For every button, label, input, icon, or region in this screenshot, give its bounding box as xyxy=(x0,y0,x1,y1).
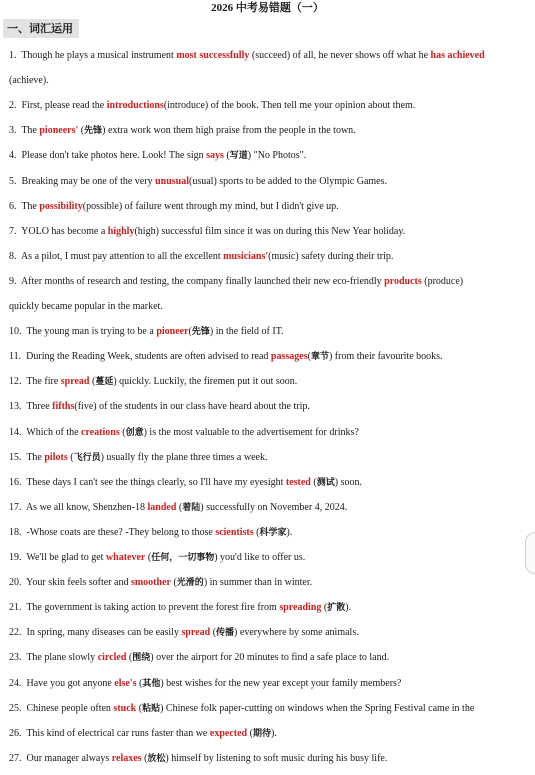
answer-word: smoother xyxy=(130,577,171,588)
exercise-item xyxy=(9,526,292,540)
answer-word: expected xyxy=(209,728,248,739)
sentence-text: The young man is trying to be a xyxy=(26,326,157,337)
sentence-text: In spring, many diseases can be easily xyxy=(26,627,182,638)
sentence-text: ) usually fly the plane three times a week. xyxy=(100,452,268,463)
sentence-text: ) is the most valuable to the advertisement for drinks? xyxy=(143,427,359,438)
sentence-text: quickly became popular in the market. xyxy=(9,301,163,312)
answer-word: creations xyxy=(81,427,120,438)
chinese-hint: 先锋 xyxy=(84,126,103,136)
sentence-text: ) best wishes for the new year except your family members? xyxy=(160,678,402,689)
item-number: 21. xyxy=(9,602,27,613)
chinese-hint: 放松 xyxy=(147,754,166,764)
document-title: 2026 中考易错题（一） xyxy=(211,2,324,14)
sentence-text: ( xyxy=(307,351,311,362)
sentence-text: ). xyxy=(345,602,352,613)
item-number: 15. xyxy=(9,452,27,463)
chinese-hint: 粘贴 xyxy=(142,704,161,714)
sentence-text: As a pilot, I must pay attention to all the excellent xyxy=(20,251,224,262)
sentence-text: During the Reading Week, students are often advised to read xyxy=(26,351,271,362)
exercise-item xyxy=(9,551,305,565)
sentence-text: The government is taking action to prevent the forest fire from xyxy=(26,602,280,613)
sentence-text: Three xyxy=(26,401,53,412)
exercise-item xyxy=(9,576,312,590)
chinese-hint: 写道 xyxy=(229,151,248,161)
exercise-item xyxy=(9,727,277,741)
answer-word: says xyxy=(206,150,224,161)
chinese-hint: 飞行员 xyxy=(73,453,101,463)
exercise-item xyxy=(9,200,339,214)
chinese-hint: 光滑的 xyxy=(176,578,204,588)
answer-word: spreading xyxy=(279,602,322,613)
chinese-hint: 期待 xyxy=(252,729,271,739)
exercise-item xyxy=(9,350,443,364)
chinese-hint: 创意 xyxy=(125,428,144,438)
sentence-text: ( xyxy=(78,125,85,136)
item-number: 22. xyxy=(9,627,27,638)
sentence-text: After months of research and testing, the company finally launched their new eco-friendly xyxy=(20,276,385,287)
answer-word: circled xyxy=(97,652,127,663)
exercise-item xyxy=(9,702,474,716)
answer-word: introductions xyxy=(106,100,164,111)
item-number: 7. xyxy=(9,226,22,237)
answer-word: passages xyxy=(270,351,308,362)
answer-word: has achieved xyxy=(430,50,485,61)
sentence-text: Chinese people often xyxy=(26,703,114,714)
item-number: 23. xyxy=(9,652,27,663)
chinese-hint: 着陆 xyxy=(182,503,201,513)
exercise-item xyxy=(9,49,485,63)
sentence-text: The xyxy=(21,201,40,212)
item-number: 12. xyxy=(9,376,27,387)
item-number: 10. xyxy=(9,326,27,337)
sentence-text: (produce) xyxy=(421,276,464,287)
exercise-item xyxy=(9,651,389,665)
sentence-text: As we all know, Shenzhen-18 xyxy=(25,502,148,513)
sentence-text: ) Chinese folk paper-cutting on windows when the Spring Festival came in the xyxy=(160,703,475,714)
chinese-hint: 扩散 xyxy=(327,603,346,613)
exercise-item xyxy=(9,451,267,465)
sentence-text: Your skin feels softer and xyxy=(26,577,131,588)
item-number: 1. xyxy=(9,50,22,61)
chinese-hint: 传播 xyxy=(216,628,235,638)
sentence-text: This kind of electrical car runs faster than we xyxy=(26,728,210,739)
sentence-text: (possible) of failure went through my mind, but I didn't give up. xyxy=(82,201,339,212)
answer-word: landed xyxy=(147,502,177,513)
answer-word: pioneers' xyxy=(39,125,79,136)
answer-word: pioneer xyxy=(156,326,189,337)
sentence-text: Have you got anyone xyxy=(26,678,115,689)
sentence-text: These days I can't see the things clearly, so I'll have my eyesight xyxy=(26,477,286,488)
sentence-text: (usual) sports to be added to the Olympic Games. xyxy=(189,176,388,187)
item-number: 2. xyxy=(9,100,22,111)
sentence-text: ) quickly. Luckily, the firemen put it out soon. xyxy=(113,376,298,387)
item-number: 24. xyxy=(9,678,27,689)
answer-word: unusual xyxy=(155,176,189,187)
exercise-item xyxy=(9,124,356,138)
item-number: 17. xyxy=(9,502,26,513)
chinese-hint: 科学家 xyxy=(259,528,287,538)
sentence-text: ( xyxy=(119,427,126,438)
sentence-text: ) in the field of IT. xyxy=(209,326,284,337)
sentence-text: We'll be glad to get xyxy=(26,552,106,563)
chinese-hint: 测试 xyxy=(316,478,335,488)
exercise-item xyxy=(9,99,415,113)
sentence-text: ( xyxy=(126,652,133,663)
answer-word: possibility xyxy=(39,201,83,212)
sentence-text: (five) of the students in our class have heard about the trip. xyxy=(74,401,310,412)
sentence-text: ( xyxy=(145,552,152,563)
answer-word: scientists xyxy=(215,527,254,538)
chinese-hint: 先锋 xyxy=(191,327,210,337)
sentence-text: ( xyxy=(310,477,317,488)
exercise-item xyxy=(9,225,405,239)
sentence-text: ) in summer than in winter. xyxy=(203,577,313,588)
answer-word: stuck xyxy=(113,703,137,714)
item-number: 8. xyxy=(9,251,21,262)
sentence-text: The xyxy=(21,125,40,136)
exercise-item xyxy=(9,476,362,490)
exercise-item xyxy=(9,601,351,615)
item-number: 16. xyxy=(9,477,27,488)
answer-word: pilots xyxy=(44,452,68,463)
sentence-text: ( xyxy=(170,577,177,588)
answer-word: products xyxy=(384,276,422,287)
exercise-item xyxy=(9,752,387,766)
sentence-text: ( xyxy=(89,376,96,387)
sentence-text: Our manager always xyxy=(26,753,112,764)
sentence-text: ( xyxy=(321,602,328,613)
sentence-text: ( xyxy=(136,703,143,714)
exercise-item-continued xyxy=(9,74,49,88)
sentence-text: The xyxy=(26,452,45,463)
item-number: 9. xyxy=(9,276,21,287)
answer-word: whatever xyxy=(105,552,146,563)
sentence-text: (succeed) of all, he never shows off what he xyxy=(249,50,431,61)
sentence-text: The plane slowly xyxy=(26,652,98,663)
item-number: 25. xyxy=(9,703,27,714)
sentence-text: Please don't take photos here. Look! The sign xyxy=(21,150,207,161)
sentence-text: ( xyxy=(176,502,183,513)
chinese-hint: 其他 xyxy=(142,679,161,689)
item-number: 5. xyxy=(9,176,22,187)
exercise-item xyxy=(9,400,310,414)
sentence-text: ) extra work won them high praise from the people in the town. xyxy=(102,125,356,136)
sentence-text: (music) safety during their trip. xyxy=(268,251,394,262)
exercise-item xyxy=(9,375,297,389)
sentence-text: ( xyxy=(253,527,260,538)
sentence-text: ( xyxy=(67,452,74,463)
sentence-text: ) you'd like to offer us. xyxy=(214,552,306,563)
answer-word: fifths xyxy=(52,401,75,412)
answer-word: tested xyxy=(285,477,311,488)
section-heading: 一、词汇运用 xyxy=(3,19,79,38)
sentence-text: First, please read the xyxy=(21,100,107,111)
answer-word: highly xyxy=(107,226,135,237)
sentence-text: -Whose coats are these? -They belong to those xyxy=(26,527,216,538)
exercise-item xyxy=(9,501,347,515)
exercise-item xyxy=(9,677,401,691)
item-number: 18. xyxy=(9,527,27,538)
answer-word: spread xyxy=(181,627,211,638)
item-number: 6. xyxy=(9,201,22,212)
sentence-text: ) soon. xyxy=(334,477,362,488)
exercise-item xyxy=(9,175,387,189)
exercise-item-continued xyxy=(9,300,163,314)
sentence-text: The fire xyxy=(26,376,61,387)
exercise-item xyxy=(9,325,284,339)
answer-word: else's xyxy=(114,678,137,689)
chinese-hint: 蔓延 xyxy=(95,377,114,387)
sentence-text: ( xyxy=(188,326,192,337)
answer-word: spread xyxy=(60,376,90,387)
item-number: 14. xyxy=(9,427,27,438)
side-scroll-tab[interactable] xyxy=(525,532,535,574)
sentence-text: ) successfully on November 4, 2024. xyxy=(200,502,348,513)
item-number: 27. xyxy=(9,753,27,764)
sentence-text: ). xyxy=(286,527,293,538)
sentence-text: (introduce) of the book. Then tell me your opinion about them. xyxy=(163,100,416,111)
item-number: 3. xyxy=(9,125,22,136)
sentence-text: ) from their favourite books. xyxy=(328,351,443,362)
exercise-item xyxy=(9,250,393,264)
item-number: 26. xyxy=(9,728,27,739)
sentence-text: (achieve). xyxy=(9,75,49,86)
item-number: 4. xyxy=(9,150,22,161)
item-number: 19. xyxy=(9,552,27,563)
sentence-text: Though he plays a musical instrument xyxy=(21,50,177,61)
sentence-text: ) everywhere by some animals. xyxy=(234,627,359,638)
answer-word: relaxes xyxy=(111,753,142,764)
item-number: 13. xyxy=(9,401,27,412)
exercise-item xyxy=(9,149,306,163)
sentence-text: ( xyxy=(141,753,148,764)
sentence-text: ( xyxy=(223,150,230,161)
answer-word: most successfully xyxy=(176,50,250,61)
chinese-hint: 围绕 xyxy=(132,653,151,663)
exercise-item xyxy=(9,426,359,440)
sentence-text: Breaking may be one of the very xyxy=(21,176,156,187)
sentence-text: YOLO has become a xyxy=(21,226,108,237)
sentence-text: ) "No Photos". xyxy=(247,150,307,161)
answer-word: musicians' xyxy=(223,251,269,262)
sentence-text: ( xyxy=(210,627,217,638)
sentence-text: ( xyxy=(247,728,253,739)
sentence-text: Which of the xyxy=(26,427,82,438)
sentence-text: (high) successful film since it was on during this New Year holiday. xyxy=(134,226,406,237)
exercise-item xyxy=(9,275,463,289)
sentence-text: ) himself by listening to soft music during his busy life. xyxy=(165,753,388,764)
sentence-text: ( xyxy=(136,678,143,689)
chinese-hint: 任何，一切事物 xyxy=(151,553,215,563)
sentence-text: ) over the airport for 20 minutes to find a safe place to land. xyxy=(150,652,390,663)
chinese-hint: 章节 xyxy=(310,352,329,362)
item-number: 11. xyxy=(9,351,27,362)
exercise-item xyxy=(9,626,359,640)
sentence-text: ). xyxy=(270,728,277,739)
item-number: 20. xyxy=(9,577,27,588)
